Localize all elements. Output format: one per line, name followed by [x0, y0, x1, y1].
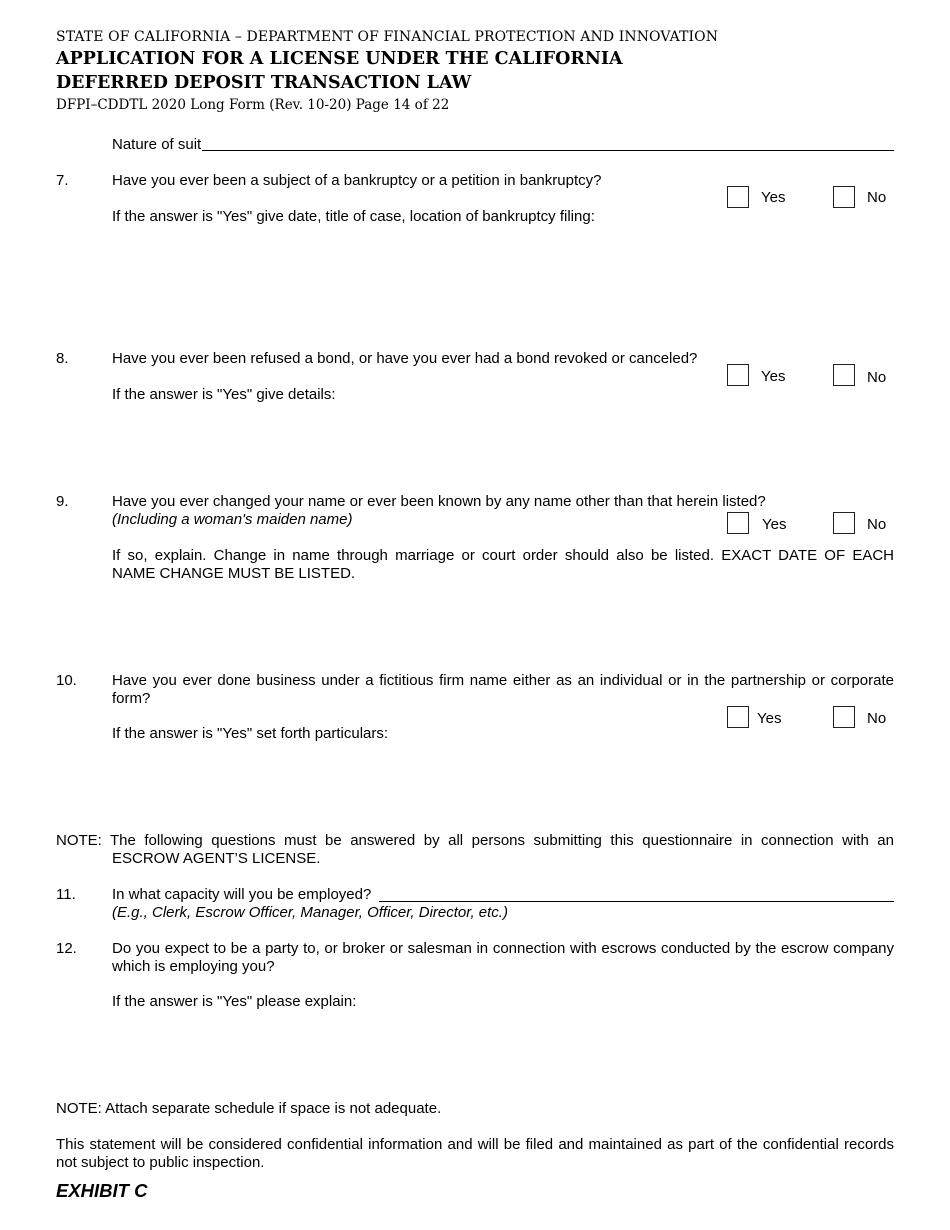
q10-question-line2: form?: [112, 690, 151, 707]
note-attach: NOTE: Attach separate schedule if space is not adequate.: [56, 1100, 442, 1117]
q9-note: (Including a woman's maiden name): [112, 511, 353, 528]
q8-no-checkbox[interactable]: [833, 364, 855, 386]
q12-question-line1: Do you expect to be a party to, or broker or salesman in connection with escrows conducted by the escrow company: [112, 940, 894, 957]
note-escrow-line2: ESCROW AGENT’S LICENSE.: [112, 850, 321, 867]
q8-followup: If the answer is "Yes" give details:: [112, 386, 336, 403]
agency-header: STATE OF CALIFORNIA – DEPARTMENT OF FINANCIAL PROTECTION AND INNOVATION: [56, 29, 719, 45]
q10-no-checkbox[interactable]: [833, 706, 855, 728]
q10-yes-checkbox[interactable]: [727, 706, 749, 728]
note-escrow-prefix: NOTE:: [56, 832, 102, 849]
q7-yes-label: Yes: [761, 189, 786, 206]
q11-number: 11.: [56, 886, 76, 903]
form-title-line1: APPLICATION FOR A LICENSE UNDER THE CALIFORNIA: [56, 49, 623, 69]
q9-question: Have you ever changed your name or ever been known by any name other than that herein listed?: [112, 493, 766, 510]
q8-yes-checkbox[interactable]: [727, 364, 749, 386]
confidential-line2: not subject to public inspection.: [56, 1154, 265, 1171]
q8-question: Have you ever been refused a bond, or have you ever had a bond revoked or canceled?: [112, 350, 698, 367]
form-info: DFPI–CDDTL 2020 Long Form (Rev. 10-20) Page 14 of 22: [56, 97, 450, 113]
q8-number: 8.: [56, 350, 69, 367]
q9-number: 9.: [56, 493, 69, 510]
q10-yes-label: Yes: [757, 710, 782, 727]
q10-number: 10.: [56, 672, 77, 689]
q7-no-label: No: [867, 189, 887, 206]
q9-followup-line2: NAME CHANGE MUST BE LISTED.: [112, 565, 356, 582]
q12-followup: If the answer is "Yes" please explain:: [112, 993, 357, 1010]
q9-no-label: No: [867, 516, 887, 533]
q10-followup: If the answer is "Yes" set forth particulars:: [112, 725, 389, 742]
q9-yes-label: Yes: [762, 516, 787, 533]
q7-question: Have you ever been a subject of a bankruptcy or a petition in bankruptcy?: [112, 172, 602, 189]
nature-of-suit-field[interactable]: [202, 150, 894, 151]
q12-question-line2: which is employing you?: [112, 958, 275, 975]
note-escrow-line1: The following questions must be answered by all persons submitting this questionnaire in connection with an: [110, 832, 894, 849]
q7-no-checkbox[interactable]: [833, 186, 855, 208]
q9-no-checkbox[interactable]: [833, 512, 855, 534]
nature-of-suit-label: Nature of suit: [112, 136, 202, 153]
q9-yes-checkbox[interactable]: [727, 512, 749, 534]
q9-followup-line1: If so, explain. Change in name through marriage or court order should also be listed. EXACT DATE OF EACH: [112, 547, 894, 564]
q7-followup: If the answer is "Yes" give date, title of case, location of bankruptcy filing:: [112, 208, 595, 225]
q10-question-line1: Have you ever done business under a fictitious firm name either as an individual or in the partnership or corporate: [112, 672, 894, 689]
q11-question: In what capacity will you be employed?: [112, 886, 372, 903]
exhibit-label: EXHIBIT C: [56, 1180, 148, 1201]
q11-example: (E.g., Clerk, Escrow Officer, Manager, Officer, Director, etc.): [112, 904, 508, 921]
form-title-line2: DEFERRED DEPOSIT TRANSACTION LAW: [56, 73, 472, 93]
q11-capacity-field[interactable]: [379, 901, 894, 902]
q10-no-label: No: [867, 710, 887, 727]
q8-yes-label: Yes: [761, 368, 786, 385]
q7-number: 7.: [56, 172, 69, 189]
confidential-line1: This statement will be considered confidential information and will be filed and maintained as part of the confidential records: [56, 1136, 894, 1153]
q8-no-label: No: [867, 369, 887, 386]
q12-number: 12.: [56, 940, 77, 957]
q7-yes-checkbox[interactable]: [727, 186, 749, 208]
